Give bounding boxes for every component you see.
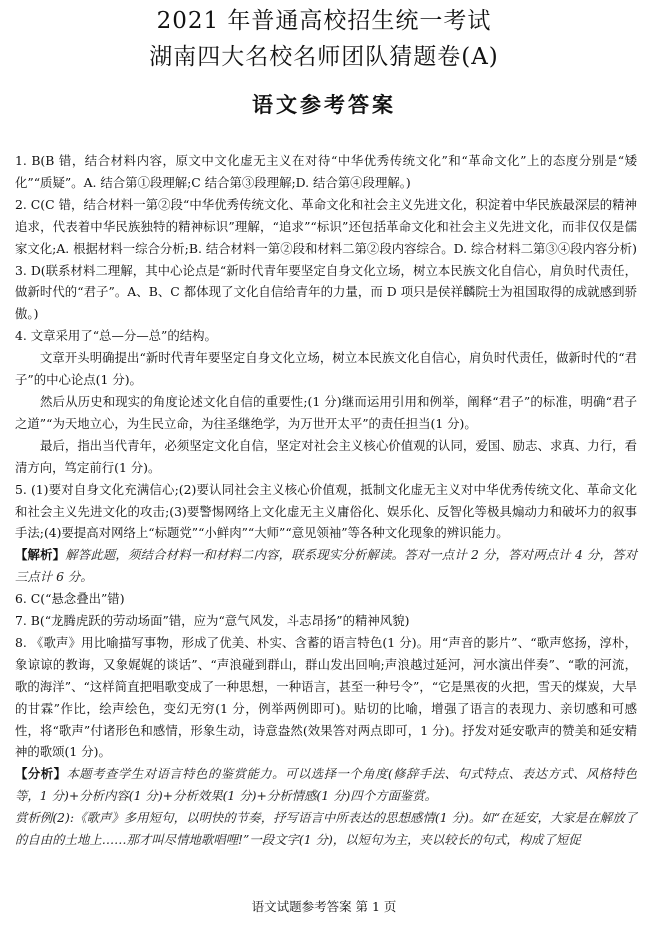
- answer-6: 6. C(“悬念叠出”错): [15, 591, 125, 607]
- answer-4-part1: 文章开头明确提出“新时代青年要坚定自身文化立场，树立本民族文化自信心，肩负时代责任，做新时代的“君子”的中心论点(1 分)。: [15, 350, 637, 388]
- analysis-text: 解答此题，须结合材料一和材料二内容，联系现实分析解读。答对一点计 2 分，答对两点计 4 分，答对三点计 6 分。: [15, 547, 637, 585]
- paper-title: 湖南四大名校名师团队猜题卷(A): [149, 44, 499, 70]
- analysis-tag: 【分析】: [15, 766, 67, 782]
- analysis-tag: 【解析】: [15, 547, 66, 563]
- answer-5-analysis: [15, 544, 637, 588]
- answer-heading: 语文参考答案: [252, 93, 396, 117]
- answer-1: 1. B(B 错，结合材料内容，原文中文化虚无主义在对待“中华优秀传统文化”和“革命文化”上的态度分别是“矮化”“质疑”。A. 结合第①段理解;C 结合第③段理解;D. 结合第④段理解。): [15, 153, 637, 190]
- analysis-text: 本题考查学生对语言特色的鉴赏能力。可以选择一个角度(修辞手法、句式特点、表达方式、风格特色等，1 分)+分析内容(1 分)+分析效果(1 分)+分析情感(1 分)四个方面鉴赏。: [15, 766, 637, 804]
- answer-8: 8. 《歌声》用比喻描写事物，形成了优美、朴实、含蓄的语言特色(1 分)。用“声音的影片”、“歌声悠扬，淳朴，象谅谅的教诲，又象娓娓的谈话”、“声浪碰到群山，群山发出回响;声浪越过延河，河水演出伴奏”、“歌的河流，歌的海洋”、“这样简直把唱歌变成了一种思想，一种语言，甚至一种号令”，“它是黑夜的火把，雪天的煤炭，大旱的甘霖”作比，绘声绘色，变幻无穷(1 分，例举两例即可)。贴切的比喻，增强了语言的表现力、亲切感和可感性，将“歌声”付诸形色和感情，形象生动，诗意盎然(效果答对两点即可，1 分)。抒发对延安歌声的赞美和延安精神的歌颂(1 分)。: [15, 634, 637, 760]
- answer-content: [15, 150, 637, 851]
- answer-4-part2: 然后从历史和现实的角度论述文化自信的重要性;(1 分)继而运用引用和例举，阐释“君子”的标准，明确“君子之道”“为天地立心，为生民立命，为往圣继绝学，为万世开太平”的责任担当(1 分)。: [15, 393, 637, 431]
- answer-4-intro: 4. 文章采用了“总—分—总”的结构。: [15, 328, 217, 344]
- answer-8-analysis: [15, 763, 637, 807]
- page-footer: 语文试题参考答案 第 1 页: [251, 899, 397, 914]
- exam-title: 2021 年普通高校招生统一考试: [156, 8, 492, 34]
- answer-5: 5. (1)要对自身文化充满信心;(2)要认同社会主义核心价值观，抵制文化虚无主义对中华优秀传统文化、革命文化和社会主义先进文化的攻击;(3)要警惕网络上文化虚无主义庸俗化、娱乐化、反智化等极具煽动力和破坏力的叙事手法;(4)要提高对网络上“标题党”“小鲜肉”“大师”“意见领袖”等各种文化现象的辨识能力。: [15, 481, 637, 541]
- answer-7: 7. B(“龙腾虎跃的劳动场面”错，应为“意气风发，斗志昂扬”的精神风貌): [15, 613, 410, 629]
- answer-4-part3: 最后，指出当代青年，必须坚定文化自信，坚定对社会主义核心价值观的认同，爱国、励志、求真、力行，看清方向，笃定前行(1 分)。: [15, 437, 637, 475]
- answer-2: 2. C(C 错，结合材料一第②段“中华优秀传统文化、革命文化和社会主义先进文化，积淀着中华民族最深层的精神追求，代表着中华民族独特的精神标识”理解，“追求”“标识”还包括革命文化和社会主义先进文化，而非仅仅是儒家文化;A. 根据材料一综合分析;B. 结合材料一第②段和材料二第②段内容综合。D. 综合材料二第③④段内容分析): [15, 196, 637, 256]
- answer-8-example: 赏析例(2):《歌声》多用短句，以明快的节奏，抒写语言中所表达的思想感情(1 分)。如“在延安，大家是在解放了的自由的土地上……那才叫尽情地歌唱哩!”一段文字(1 分)，以短句为主，夹以较长的句式，构成了短促: [15, 810, 637, 848]
- answer-3: 3. D(联系材料二理解，其中心论点是“新时代青年要坚定自身文化立场，树立本民族文化自信心，肩负时代责任，做新时代的“君子”。A、B、C 都体现了文化自信给青年的力量，而 D 项只是侯祥麟院士为祖国取得的成就感到骄傲。): [15, 262, 637, 322]
